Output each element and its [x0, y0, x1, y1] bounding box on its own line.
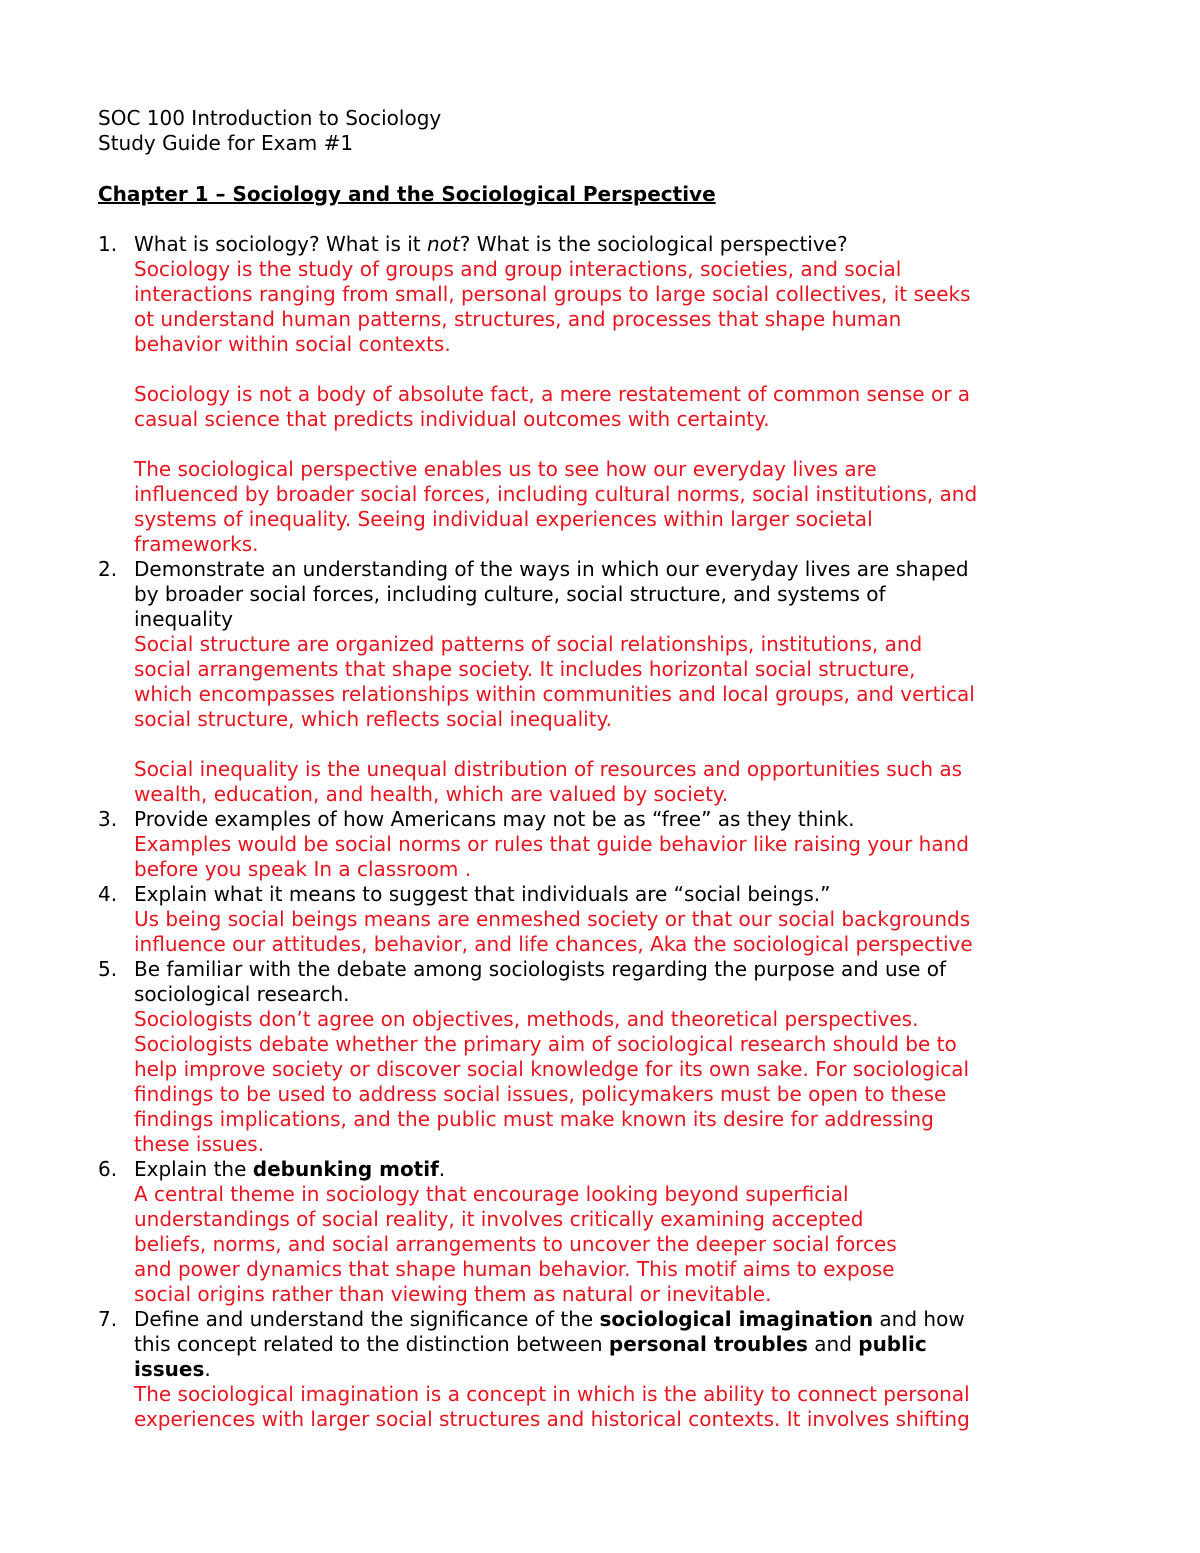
key-term: issues	[134, 1357, 205, 1381]
answer-block	[134, 1382, 1058, 1432]
answer-line: findings to be used to address social issues, policymakers must be open to these	[134, 1082, 947, 1106]
question-text: What is sociology? What is it not? What is the sociological perspective?	[134, 232, 848, 256]
question-number: 2.	[98, 557, 118, 581]
question-item-3	[98, 807, 1058, 882]
answer-line: Social structure are organized patterns of social relationships, institutions, and	[134, 632, 923, 656]
answer-line: Us being social beings means are enmeshed society or that our social backgrounds	[134, 907, 971, 931]
question-number: 5.	[98, 957, 118, 981]
question-item-4	[98, 882, 1058, 957]
answer-line: influence our attitudes, behavior, and life chances, Aka the sociological perspective	[134, 932, 973, 956]
chapter-heading: Chapter 1 – Sociology and the Sociological Perspective	[98, 182, 716, 206]
question-text: by broader social forces, including culture, social structure, and systems of	[134, 582, 886, 606]
answer-block	[134, 832, 1058, 882]
key-term: sociological imagination	[599, 1307, 874, 1331]
answer-line: findings implications, and the public must make known its desire for addressing	[134, 1107, 934, 1131]
answer-line: social origins rather than viewing them as natural or inevitable.	[134, 1282, 772, 1306]
question-text: Explain what it means to suggest that individuals are “social beings.”	[134, 882, 831, 906]
answer-line: systems of inequality. Seeing individual experiences within larger societal	[134, 507, 873, 531]
answer-line: The sociological imagination is a concept in which is the ability to connect personal	[134, 1382, 970, 1406]
answer-line: Sociologists debate whether the primary aim of sociological research should be to	[134, 1032, 957, 1056]
question-text: Define and understand the significance of the sociological imagination and how	[134, 1307, 965, 1331]
answer-line: experiences with larger social structures and historical contexts. It involves shifting	[134, 1407, 970, 1431]
answer-block	[134, 907, 1058, 957]
answer-line: social structure, which reflects social inequality.	[134, 707, 612, 731]
answer-line: before you speak In a classroom .	[134, 857, 472, 881]
answer-line: beliefs, norms, and social arrangements to uncover the deeper social forces	[134, 1232, 897, 1256]
answer-block	[134, 1182, 1058, 1307]
question-number: 6.	[98, 1157, 118, 1181]
course-title: SOC 100 Introduction to Sociology	[98, 106, 442, 130]
answer-line: and power dynamics that shape human behavior. This motif aims to expose	[134, 1257, 895, 1281]
answer-line: The sociological perspective enables us to see how our everyday lives are	[134, 457, 877, 481]
answer-line: A central theme in sociology that encourage looking beyond superficial	[134, 1182, 849, 1206]
answer-line: Sociologists don’t agree on objectives, methods, and theoretical perspectives.	[134, 1007, 919, 1031]
key-term: public	[858, 1332, 927, 1356]
key-term: personal troubles	[608, 1332, 808, 1356]
answer-line: Social inequality is the unequal distribution of resources and opportunities such as	[134, 757, 963, 781]
question-text: Provide examples of how Americans may not be as “free” as they think.	[134, 807, 855, 831]
answer-line: which encompasses relationships within communities and local groups, and vertical	[134, 682, 975, 706]
question-text: Be familiar with the debate among sociologists regarding the purpose and use of	[134, 957, 947, 981]
answer-block	[134, 257, 1058, 557]
question-item-1	[98, 232, 1058, 557]
answer-line: social arrangements that shape society. It includes horizontal social structure,	[134, 657, 916, 681]
answer-line: influenced by broader social forces, including cultural norms, social institutions, and	[134, 482, 978, 506]
question-number: 4.	[98, 882, 118, 906]
answer-line: help improve society or discover social knowledge for its own sake. For sociological	[134, 1057, 970, 1081]
answer-line: wealth, education, and health, which are valued by society.	[134, 782, 729, 806]
answer-line: these issues.	[134, 1132, 265, 1156]
question-text: sociological research.	[134, 982, 350, 1006]
question-text: Explain the debunking motif.	[134, 1157, 446, 1181]
answer-line: Sociology is not a body of absolute fact, a mere restatement of common sense or a	[134, 382, 971, 406]
answer-line: ot understand human patterns, structures, and processes that shape human	[134, 307, 902, 331]
question-item-5	[98, 957, 1058, 1157]
question-item-2	[98, 557, 1058, 807]
answer-line: behavior within social contexts.	[134, 332, 451, 356]
question-item-7	[98, 1307, 1058, 1432]
question-text: inequality	[134, 607, 233, 631]
question-text: this concept related to the distinction between personal troubles and public	[134, 1332, 927, 1356]
question-text: issues.	[134, 1357, 211, 1381]
answer-line: Sociology is the study of groups and group interactions, societies, and social	[134, 257, 902, 281]
study-guide-title: Study Guide for Exam #1	[98, 131, 354, 155]
question-text: Demonstrate an understanding of the ways in which our everyday lives are shaped	[134, 557, 969, 581]
answer-line: frameworks.	[134, 532, 259, 556]
question-number: 7.	[98, 1307, 118, 1331]
answer-block	[134, 632, 1058, 807]
answer-block	[134, 1007, 1058, 1157]
document-page	[98, 106, 1058, 1432]
answer-line: casual science that predicts individual outcomes with certainty.	[134, 407, 770, 431]
answer-line: interactions ranging from small, personal groups to large social collectives, it seeks	[134, 282, 971, 306]
question-number: 1.	[98, 232, 118, 256]
question-number: 3.	[98, 807, 118, 831]
answer-line: understandings of social reality, it involves critically examining accepted	[134, 1207, 864, 1231]
key-term: debunking motif	[252, 1157, 439, 1181]
answer-line: Examples would be social norms or rules that guide behavior like raising your hand	[134, 832, 969, 856]
question-item-6	[98, 1157, 1058, 1307]
